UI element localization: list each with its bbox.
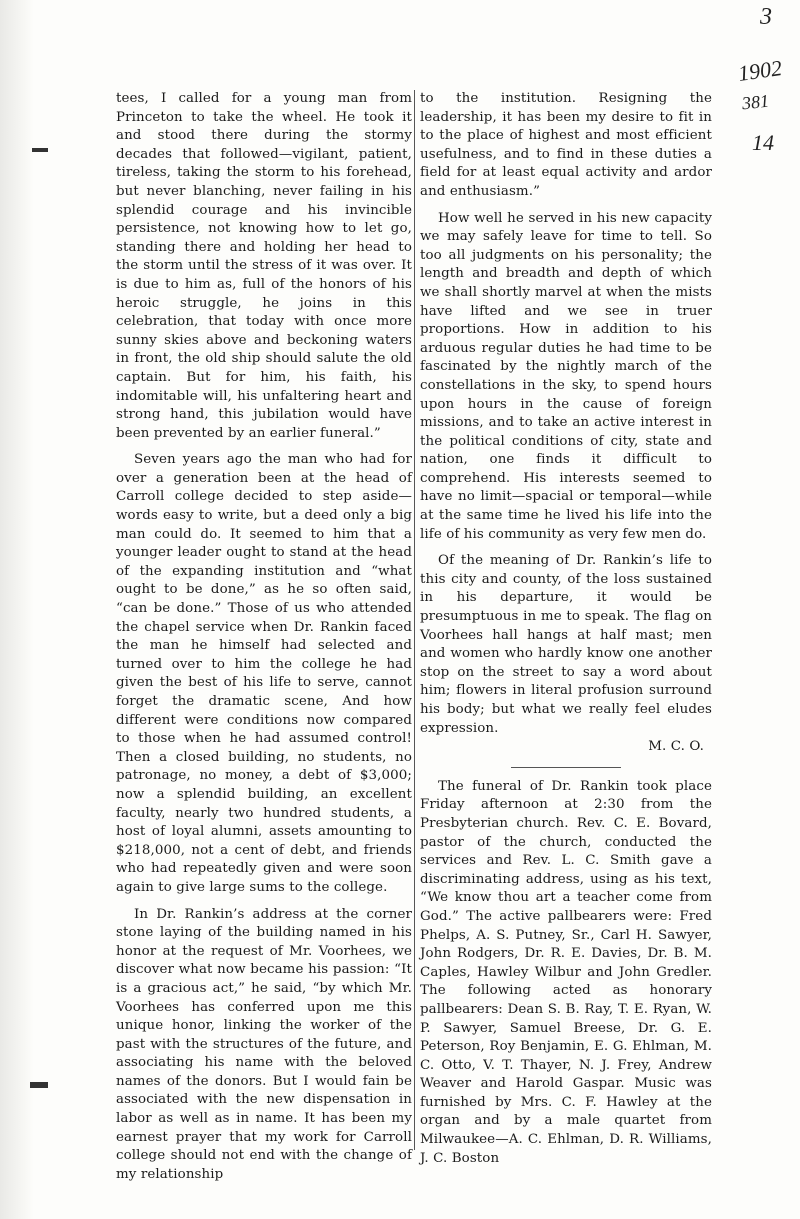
page-number-annotation: 3 — [760, 4, 772, 30]
left-paragraph-2: Seven years ago the man who had for over a generation been at the head of Carroll college decided to step aside—words easy to write, but a deed only a big man could do. It seemed to him that a younger leader ought to stand at the head of the expanding institution and “what ought to be done,” as he so often said, “can be done.” Those of us who attended the chapel service when Dr. Rankin faced the man he himself had selected and turned over to him the college he had given the best of his life to serve, cannot forget the dramatic scene, And how different were conditions now compared to those when he had assumed control! Then a closed building, no students, no patronage, no money, a debt of $3,000; now a splendid building, an excellent faculty, nearly two hundred students, a host of loyal alumni, assets amounting to $218,000, not a cent of debt, and friends who had repeatedly given and were soon again to give large sums to the college. — [116, 452, 412, 895]
margin-mark — [30, 1082, 48, 1088]
right-paragraph-2: How well he served in his new capacity we may safely leave for time to tell. So too all judgments on his personality; the length and breadth and depth of which we shall shortly marvel at when the mists have lifted and we see in truer proportions. How in addition to his arduous regular duties he had time to be fascinated by the nightly march of the constellations in the sky, to spend hours upon hours in the cause of foreign missions, and to take an active interest in the political conditions of city, state and nation, one finds it difficult to comprehend. His interests seemed to have no limit—spacial or temporal—while at the same time he lived his life into the life of his community as very few men do. — [420, 210, 712, 542]
right-paragraph-1: to the institution. Resigning the leadership, it has been my desire to fit in to the place of highest and most efficient usefulness, and to find in these duties a field for at least equal activity and ardor and enthusiasm.” — [420, 91, 712, 199]
leaf-annotation: 14 — [752, 130, 774, 155]
left-paragraph-1: tees, I called for a young man from Princeton to take the wheel. He took it and stood there during the stormy decades that followed—vigilant, patient, tireless, taking the storm to his forehead, but never blanching, never failing in his splendid courage and his invincible persistence, not knowing how to let go, standing there and holding her head to the storm until the stress of it was over. It is due to him as, full of the honors of his heroic struggle, he joins in this celebration, that today with once more sunny skies above and beckoning waters in front, the old ship should salute the old captain. But for him, his faith, his indomitable will, his unfaltering heart and strong hand, this jubilation would have been prevented by an earlier funeral.” — [116, 91, 412, 441]
right-column — [420, 90, 712, 1168]
margin-mark — [32, 148, 48, 152]
funeral-paragraph: The funeral of Dr. Rankin took place Friday afternoon at 2:30 from the Presbyterian church. Rev. C. E. Bovard, pastor of the church, conducted the services and Rev. L. C. Smith gave a discriminating address, using as his text, “We know thou art a teacher come from God.” The active pallbearers were: Fred Phelps, A. S. Putney, Sr., Carl H. Sawyer, John Rodgers, Dr. R. E. Davies, Dr. B. M. Caples, Hawley Wilbur and John Gredler. The following acted as honorary pallbearers: Dean S. B. Ray, T. E. Ryan, W. P. Sawyer, Samuel Breese, Dr. G. E. Peterson, Roy Benjamin, E. G. Ehlman, M. C. Otto, V. T. Thayer, N. J. Frey, Andrew Weaver and Harold Gaspar. Music was furnished by Mrs. C. F. Hawley at the organ and by a male quartet from Milwaukee—A. C. Ehlman, D. R. Williams, J. C. Boston — [420, 778, 712, 1166]
left-paragraph-3: In Dr. Rankin’s address at the corner stone laying of the building named in his honor at the request of Mr. Voorhees, we discover what now became his passion: “It is a gracious act,” he said, “by which Mr. Voorhees has conferred upon me this unique honor, linking the worker of the past with the structures of the future, and associating his name with the beloved names of the donors. But I would fain be associated with the new dispensation in labor as well as in name. It has been my earnest prayer that my work for Carroll college should not end with the change of my relationship — [116, 906, 412, 1182]
left-column — [116, 90, 412, 1184]
author-signature: M. C. O. — [648, 739, 704, 755]
column-divider — [414, 90, 415, 1150]
year-annotation: 1902 — [736, 55, 784, 86]
reference-annotation: 381 — [740, 90, 770, 114]
scan-page-edge — [0, 0, 34, 1219]
right-paragraph-3: Of the meaning of Dr. Rankin’s life to this city and county, of the loss sustained in his departure, it would be presumptuous in me to speak. The flag on Voorhees hall hangs at half mast; men and women who hardly know one another stop on the street to say a word about him; flowers in literal profusion surround his body; but what we really feel eludes expression. — [420, 553, 712, 736]
section-divider — [511, 767, 621, 768]
